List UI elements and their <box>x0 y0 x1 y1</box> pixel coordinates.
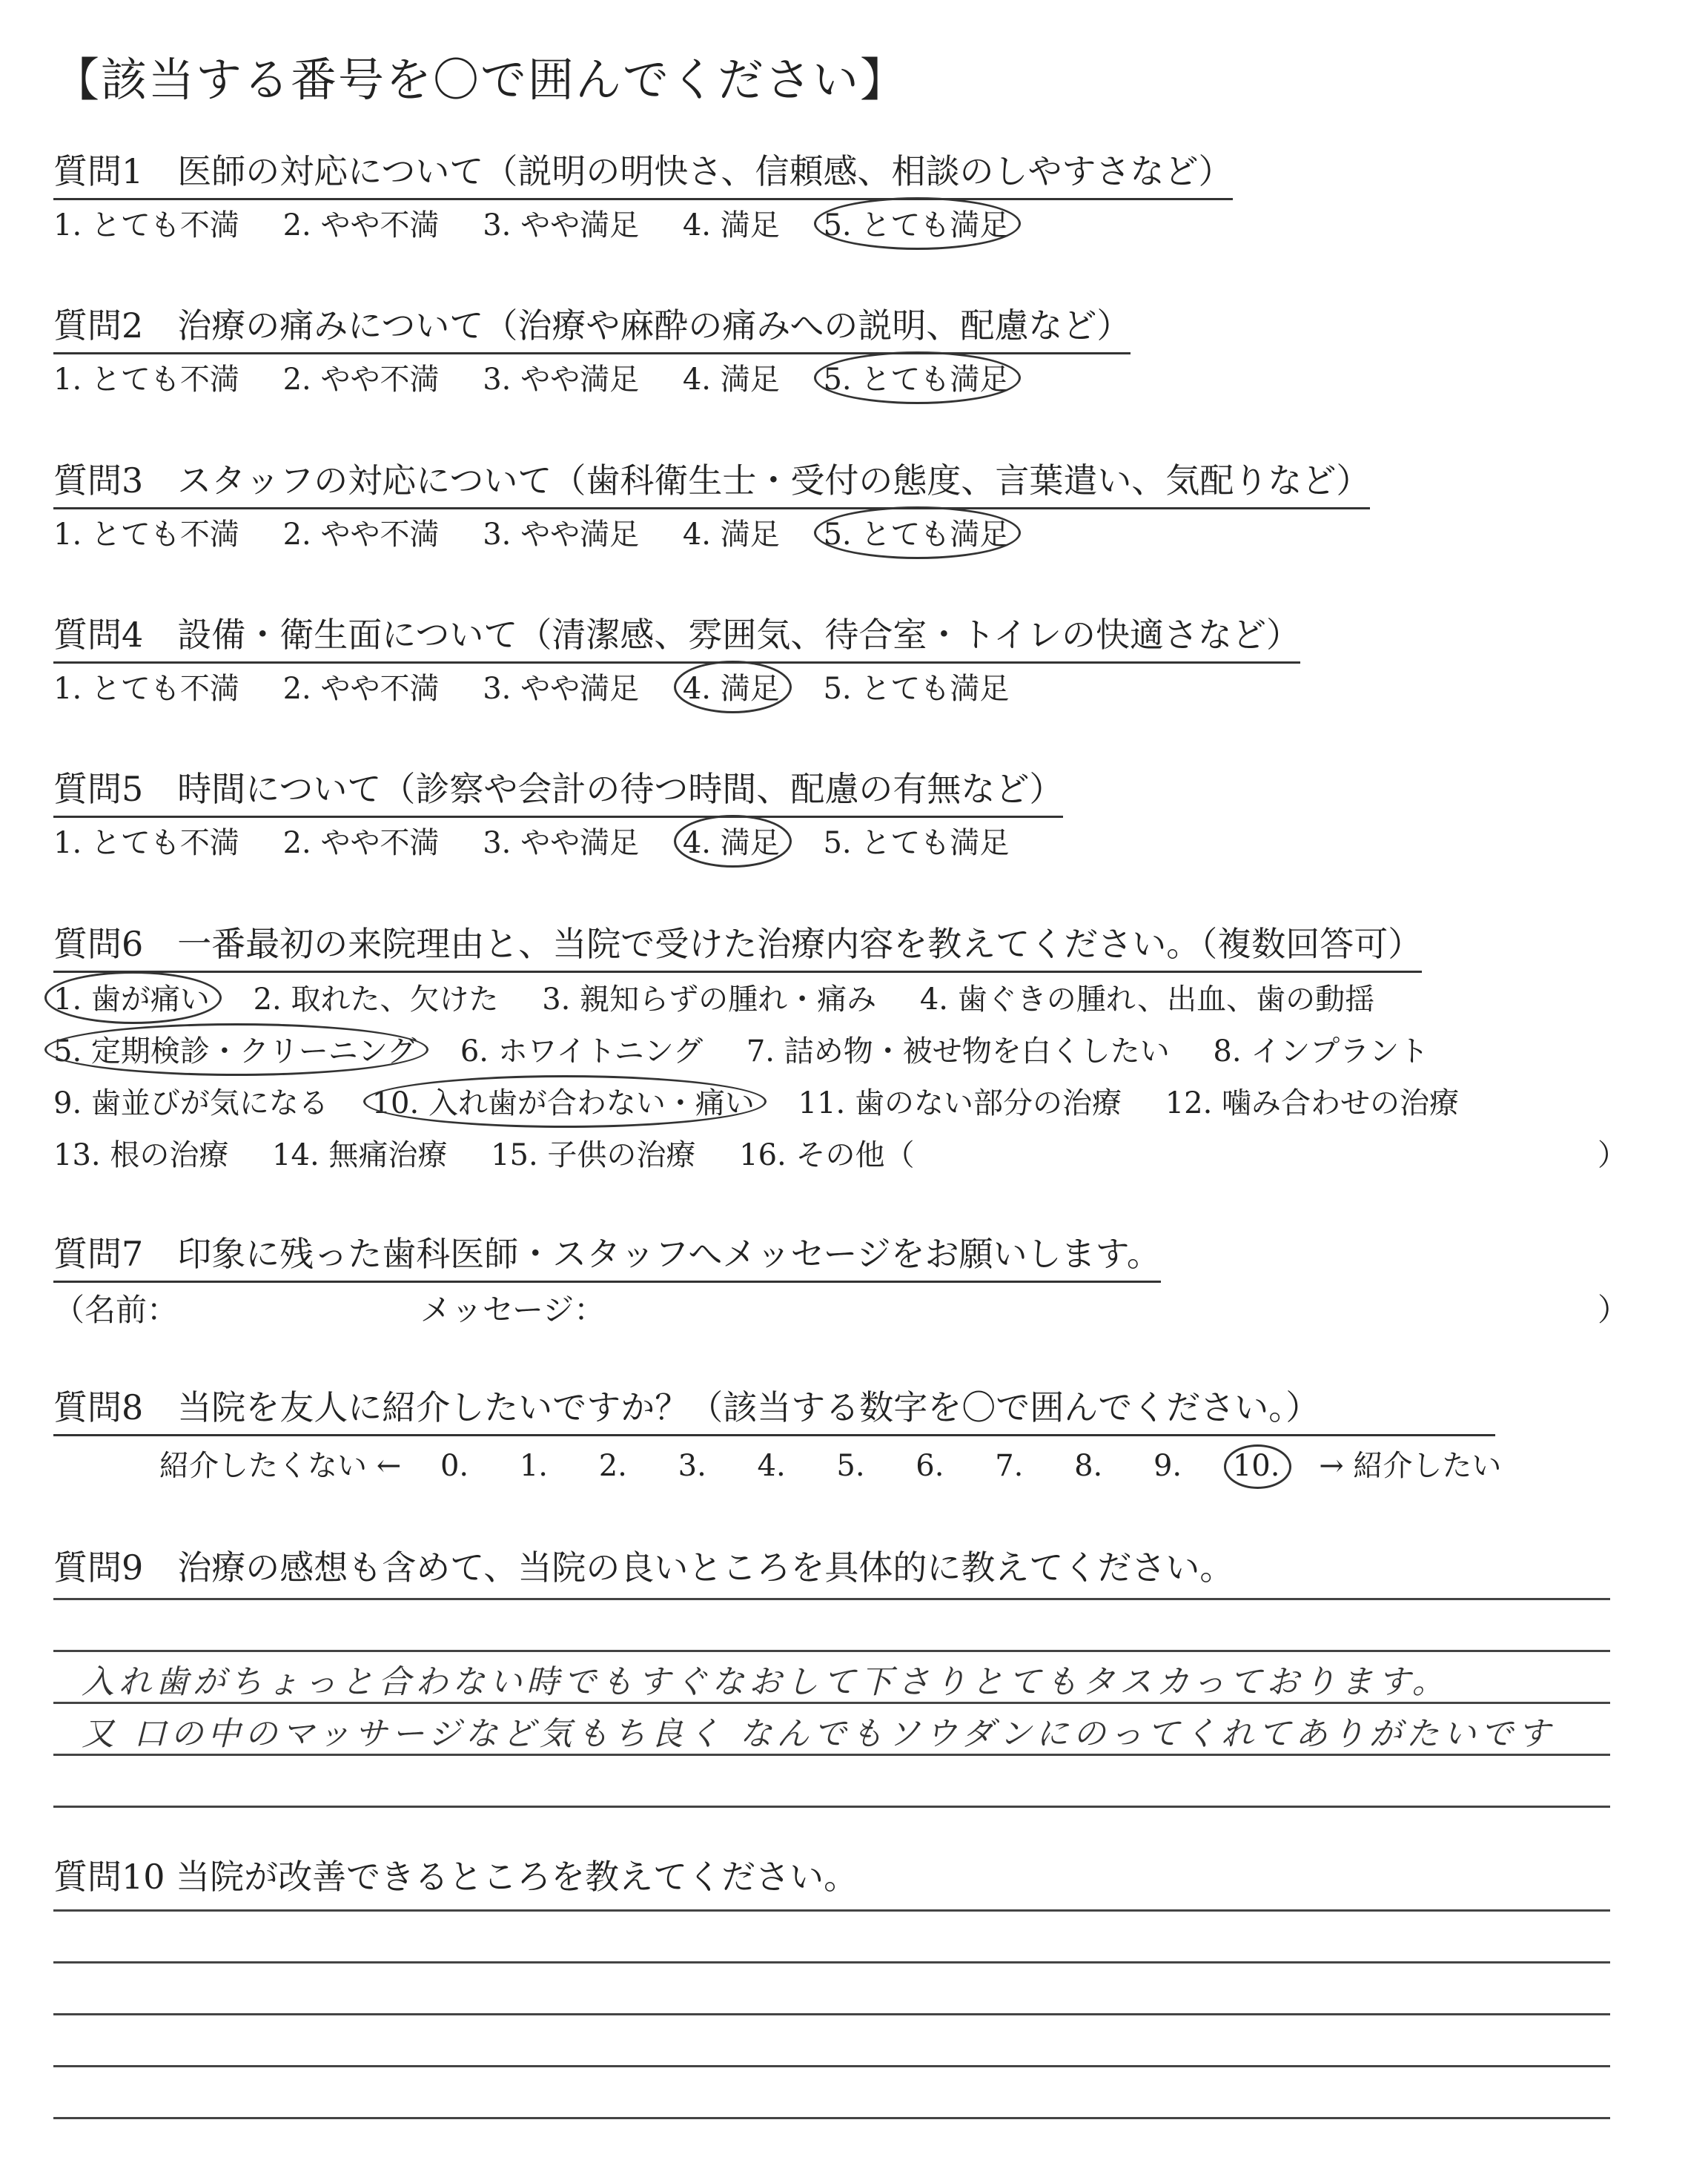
q8-scale-row <box>159 1442 1535 1484</box>
q3-option-5-selected[interactable]: 5. とても満足 <box>823 511 1009 553</box>
q9-line-4 <box>53 1754 1610 1756</box>
q6-option-1-selected[interactable]: 1. 歯が痛い <box>53 976 210 1018</box>
q6-option-15[interactable]: 15. 子供の治療 <box>491 1138 696 1172</box>
q8-scale-8[interactable]: 8. <box>1074 1449 1103 1483</box>
q10-line-3[interactable] <box>53 2013 1610 2015</box>
q6-option-13[interactable]: 13. 根の治療 <box>53 1138 229 1172</box>
question-4-heading: 質問4 設備・衛生面について（清潔感、雰囲気、待合室・トイレの快適さなど） <box>53 615 1301 655</box>
question-5 <box>53 762 1063 818</box>
q6-option-12[interactable]: 12. 噛み合わせの治療 <box>1165 1086 1460 1120</box>
q1-option-1[interactable]: 1. とても不満 <box>53 208 239 242</box>
q6-option-7[interactable]: 7. 詰め物・被せ物を白くしたい <box>746 1034 1170 1069</box>
q9-line-5 <box>53 1806 1610 1808</box>
q6-option-6[interactable]: 6. ホワイトニング <box>460 1034 704 1069</box>
question-5-heading: 質問5 時間について（診察や会計の待つ時間、配慮の有無など） <box>53 769 1064 809</box>
q3-option-4[interactable]: 4. 満足 <box>682 518 780 552</box>
q5-option-3[interactable]: 3. やや満足 <box>483 826 640 860</box>
q8-scale-4[interactable]: 4. <box>757 1449 786 1483</box>
q6-other-close-paren: ） <box>1598 1138 1627 1172</box>
q10-line-2[interactable] <box>53 1961 1610 1964</box>
q2-option-3[interactable]: 3. やや満足 <box>483 363 640 397</box>
q8-right-label: → 紹介したい <box>1319 1449 1502 1483</box>
q1-option-4[interactable]: 4. 満足 <box>682 208 780 242</box>
q8-scale-6[interactable]: 6. <box>916 1449 944 1483</box>
q6-option-4[interactable]: 4. 歯ぐきの腫れ、出血、歯の動揺 <box>919 982 1375 1017</box>
question-5-options <box>53 819 1043 862</box>
q9-line-1 <box>53 1598 1610 1600</box>
q6-option-2[interactable]: 2. 取れた、欠けた <box>253 982 499 1017</box>
q5-option-4-selected[interactable]: 4. 満足 <box>683 819 780 862</box>
question-7 <box>53 1227 1161 1283</box>
q9-answer-line-1[interactable]: 入れ歯がちょっと合わない時でもすぐなおして下さりとてもタスカっております。 <box>82 1663 1449 1701</box>
q7-name-label: （名前： <box>53 1292 179 1328</box>
question-3-heading: 質問3 スタッフの対応について（歯科衛生士・受付の態度、言葉遣い、気配りなど） <box>53 460 1371 501</box>
q6-option-9[interactable]: 9. 歯並びが気になる <box>53 1086 328 1120</box>
q6-row-1 <box>53 976 1409 1018</box>
q10-line-1[interactable] <box>53 1909 1610 1912</box>
q8-scale-3[interactable]: 3. <box>678 1449 706 1483</box>
question-1 <box>53 145 1233 200</box>
question-8-heading: 質問8 当院を友人に紹介したいですか？（該当する数字を〇で囲んでください。） <box>53 1387 1320 1427</box>
q8-scale-2[interactable]: 2. <box>598 1449 627 1483</box>
question-6-heading: 質問6 一番最初の来院理由と、当院で受けた治療内容を教えてください。（複数回答可） <box>53 924 1423 964</box>
q6-option-8[interactable]: 8. インプラント <box>1213 1034 1429 1069</box>
q6-row-3 <box>53 1080 1493 1122</box>
q2-option-2[interactable]: 2. やや不満 <box>282 363 440 397</box>
q9-line-3 <box>53 1702 1610 1704</box>
question-3 <box>53 454 1370 509</box>
q8-scale-7[interactable]: 7. <box>995 1449 1024 1483</box>
q4-option-4-selected[interactable]: 4. 満足 <box>683 665 780 707</box>
q1-option-5-selected[interactable]: 5. とても満足 <box>823 202 1009 244</box>
q4-option-2[interactable]: 2. やや不満 <box>282 672 440 706</box>
q2-option-4[interactable]: 4. 満足 <box>682 363 780 397</box>
q7-message-row[interactable] <box>53 1286 605 1330</box>
q5-option-1[interactable]: 1. とても不満 <box>53 826 239 860</box>
q1-option-2[interactable]: 2. やや不満 <box>282 208 440 242</box>
q2-option-5-selected[interactable]: 5. とても満足 <box>823 356 1009 398</box>
q9-line-2 <box>53 1650 1610 1652</box>
q6-option-10-selected[interactable]: 10. 入れ歯が合わない・痛い <box>372 1080 755 1122</box>
question-2 <box>53 299 1131 354</box>
question-4 <box>53 608 1300 664</box>
form-title: 【該当する番号を〇で囲んでください】 <box>53 53 908 107</box>
question-1-options <box>53 202 1043 244</box>
question-4-options <box>53 665 1043 707</box>
q6-option-5-selected[interactable]: 5. 定期検診・クリーニング <box>53 1028 417 1070</box>
question-2-heading: 質問2 治療の痛みについて（治療や麻酔の痛みへの説明、配慮など） <box>53 305 1131 346</box>
q1-option-3[interactable]: 3. やや満足 <box>483 208 640 242</box>
q7-close-paren: ） <box>1598 1292 1629 1328</box>
question-10-heading: 質問10 当院が改善できるところを教えてください。 <box>53 1857 858 1897</box>
q3-option-3[interactable]: 3. やや満足 <box>483 518 640 552</box>
q8-left-label: 紹介したくない ← <box>159 1449 402 1483</box>
q3-option-2[interactable]: 2. やや不満 <box>282 518 440 552</box>
q6-option-14[interactable]: 14. 無痛治療 <box>272 1138 448 1172</box>
q6-row-4 <box>53 1132 948 1174</box>
q6-option-16[interactable]: 16. その他（ <box>739 1138 915 1172</box>
q4-option-3[interactable]: 3. やや満足 <box>483 672 640 706</box>
q8-scale-9[interactable]: 9. <box>1153 1449 1182 1483</box>
q9-answer-line-2[interactable]: 又 口の中のマッサージなど気もち良く なんでもソウダンにのってくれてありがたいです <box>82 1715 1555 1753</box>
question-2-options <box>53 356 1043 398</box>
q8-scale-10-selected[interactable]: 10. <box>1232 1449 1280 1483</box>
q5-option-2[interactable]: 2. やや不満 <box>282 826 440 860</box>
q7-message-label: メッセージ： <box>420 1292 606 1328</box>
q8-scale-5[interactable]: 5. <box>836 1449 865 1483</box>
q8-scale-1[interactable]: 1. <box>519 1449 549 1483</box>
question-1-heading: 質問1 医師の対応について（説明の明快さ、信頼感、相談のしやすさなど） <box>53 151 1233 191</box>
question-3-options <box>53 511 1043 553</box>
q10-line-4[interactable] <box>53 2065 1610 2067</box>
question-7-heading: 質問7 印象に残った歯科医師・スタッフへメッセージをお願いします。 <box>53 1234 1161 1274</box>
q3-option-1[interactable]: 1. とても不満 <box>53 518 239 552</box>
question-8 <box>53 1381 1495 1436</box>
q2-option-1[interactable]: 1. とても不満 <box>53 363 239 397</box>
q10-line-5[interactable] <box>53 2117 1610 2119</box>
q6-option-3[interactable]: 3. 親知らずの腫れ・痛み <box>542 982 877 1017</box>
q4-option-5[interactable]: 5. とても満足 <box>823 672 1010 706</box>
q8-scale-0[interactable]: 0. <box>440 1449 469 1483</box>
q6-option-11[interactable]: 11. 歯のない部分の治療 <box>798 1086 1122 1120</box>
q6-row-2 <box>53 1028 1463 1070</box>
question-9-heading: 質問9 治療の感想も含めて、当院の良いところを具体的に教えてください。 <box>53 1548 1234 1588</box>
q4-option-1[interactable]: 1. とても不満 <box>53 672 239 706</box>
question-6 <box>53 917 1422 973</box>
q5-option-5[interactable]: 5. とても満足 <box>823 826 1010 860</box>
